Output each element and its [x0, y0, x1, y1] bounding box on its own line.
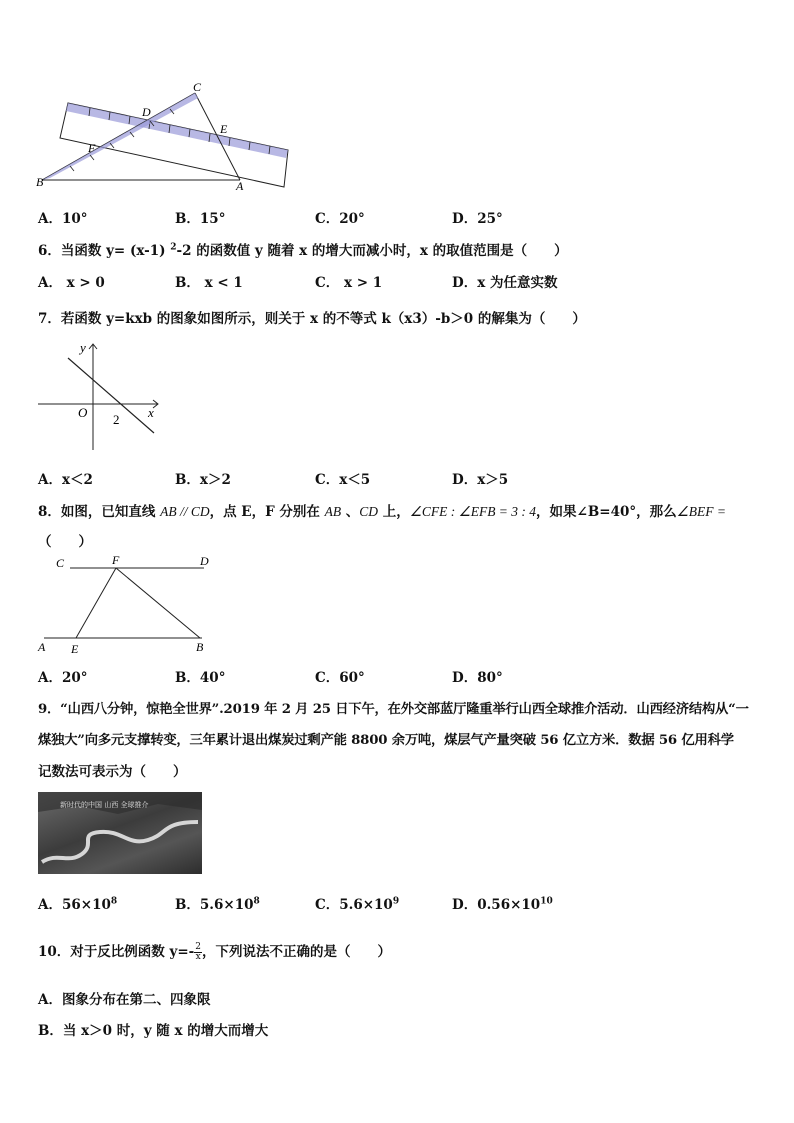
- q9-option-d-exp: 10: [540, 896, 553, 907]
- q10-stem-suffix: ，下列说法不正确的是（ ）: [201, 944, 391, 960]
- q7-option-c: C．x＜5: [315, 472, 371, 488]
- q9-option-d-base: D．0.56×10: [452, 897, 541, 913]
- q5-figure: [30, 78, 300, 193]
- q5-label-E: E: [220, 122, 228, 136]
- q9-option-b-base: B．5.6×10: [175, 897, 254, 913]
- q5-option-a: A．10°: [38, 211, 88, 227]
- q8-option-b: B．40°: [175, 670, 226, 686]
- q8-stem: [38, 500, 726, 520]
- q6-stem-suffix: -2 的函数值 y 随着 x 的增大而减小时，x 的取值范围是（ ）: [176, 243, 568, 259]
- q9-option-b: [175, 893, 260, 913]
- q7-label-origin: O: [78, 405, 88, 420]
- q7-label-y: y: [80, 340, 86, 355]
- q9-option-c-exp: 9: [392, 896, 400, 907]
- q9-option-a: [38, 893, 117, 913]
- q7-label-two: 2: [113, 412, 120, 427]
- q10-frac-den: x: [195, 952, 201, 962]
- q7-stem: 7．若函数 y=kxb 的图象如图所示，则关于 x 的不等式 k（x3）-b＞0 的解集为（ ）: [38, 311, 586, 327]
- q5-option-d: D．25°: [452, 211, 503, 227]
- q5-option-b: B．15°: [175, 211, 226, 227]
- q8-stem-7: ∠CFE : ∠EFB = 3 : 4: [409, 504, 537, 519]
- q9-option-a-base: A．56×10: [38, 897, 111, 913]
- q8-stem-1: AB // CD: [160, 504, 210, 519]
- q8-label-E: E: [71, 642, 79, 656]
- q8-stem-3: AB: [324, 504, 342, 519]
- q8-stem-line2: （ ）: [38, 534, 92, 550]
- q8-option-a: A．20°: [38, 670, 88, 686]
- q8-label-F: F: [112, 553, 120, 567]
- q10-fraction: [194, 943, 202, 962]
- q9-option-c-base: C．5.6×10: [315, 897, 393, 913]
- q8-label-D: D: [200, 554, 209, 568]
- q8-stem-0: 8．如图，已知直线: [38, 504, 161, 520]
- q5-label-B: B: [36, 175, 44, 189]
- q6-option-d: D．x 为任意实数: [452, 275, 558, 291]
- q5-label-A: A: [236, 179, 244, 193]
- q9-stem-line1: 9．“山西八分钟，惊艳全世界”.2019 年 2 月 25 日下午，在外交部蓝厅隆重举行山西全球推介活动．山西经济结构从“一: [38, 702, 749, 717]
- q7-option-a: A．x＜2: [38, 472, 93, 488]
- q8-stem-9: ∠BEF =: [676, 504, 726, 519]
- q7-option-d: D．x＞5: [452, 472, 509, 488]
- q10-stem: [38, 940, 391, 962]
- q8-option-d: D．80°: [452, 670, 503, 686]
- q8-stem-5: CD: [359, 504, 379, 519]
- q9-option-d: [452, 893, 553, 913]
- q9-stem-line2: 煤独大”向多元支撑转变，三年累计退出煤炭过剩产能 8800 余万吨，煤层气产量突破 56 亿立方米．数据 56 亿用科学: [38, 733, 734, 748]
- q10-frac-num: 2: [195, 942, 201, 952]
- q10-stem-prefix: 10．对于反比例函数 y=-: [38, 944, 195, 960]
- q7-figure: [36, 338, 166, 456]
- q9-option-b-exp: 8: [253, 896, 260, 907]
- q8-stem-2: ，点 E，F 分别在: [209, 504, 325, 520]
- q6-option-b: B． x < 1: [175, 275, 243, 291]
- q8-figure: [36, 552, 216, 658]
- q5-option-c: C．20°: [315, 211, 365, 227]
- q8-option-c: C．60°: [315, 670, 365, 686]
- q7-option-b: B．x＞2: [175, 472, 231, 488]
- q8-label-B: B: [196, 640, 204, 654]
- q6-stem-prefix: 6．当函数 y= (x-1): [38, 243, 171, 259]
- q5-label-D: D: [142, 105, 151, 119]
- q9-photo-caption: 新时代的中国 山西 全球推介: [60, 801, 149, 809]
- q8-label-A: A: [38, 640, 46, 654]
- q10-option-b: B．当 x＞0 时，y 随 x 的增大而增大: [38, 1023, 269, 1039]
- q6-option-a: A． x > 0: [38, 275, 105, 291]
- q8-label-C: C: [56, 556, 65, 570]
- q8-stem-6: 上，: [378, 504, 410, 520]
- q6-stem-sup: 2: [170, 242, 177, 253]
- q9-stem-line3: 记数法可表示为（ ）: [38, 764, 187, 780]
- q9-option-a-exp: 8: [110, 896, 118, 907]
- q7-label-x: x: [148, 405, 154, 420]
- q8-stem-8: ，如果∠B=40°，那么: [536, 504, 677, 520]
- q9-option-c: [315, 893, 399, 913]
- q6-stem: [38, 239, 568, 259]
- q10-option-a: A．图象分布在第二、四象限: [38, 992, 211, 1008]
- q5-label-C: C: [193, 80, 202, 94]
- q9-photo: [38, 792, 202, 874]
- q5-label-F: F: [88, 141, 96, 155]
- q6-option-c: C． x > 1: [315, 275, 383, 291]
- q8-stem-4: 、: [341, 504, 360, 520]
